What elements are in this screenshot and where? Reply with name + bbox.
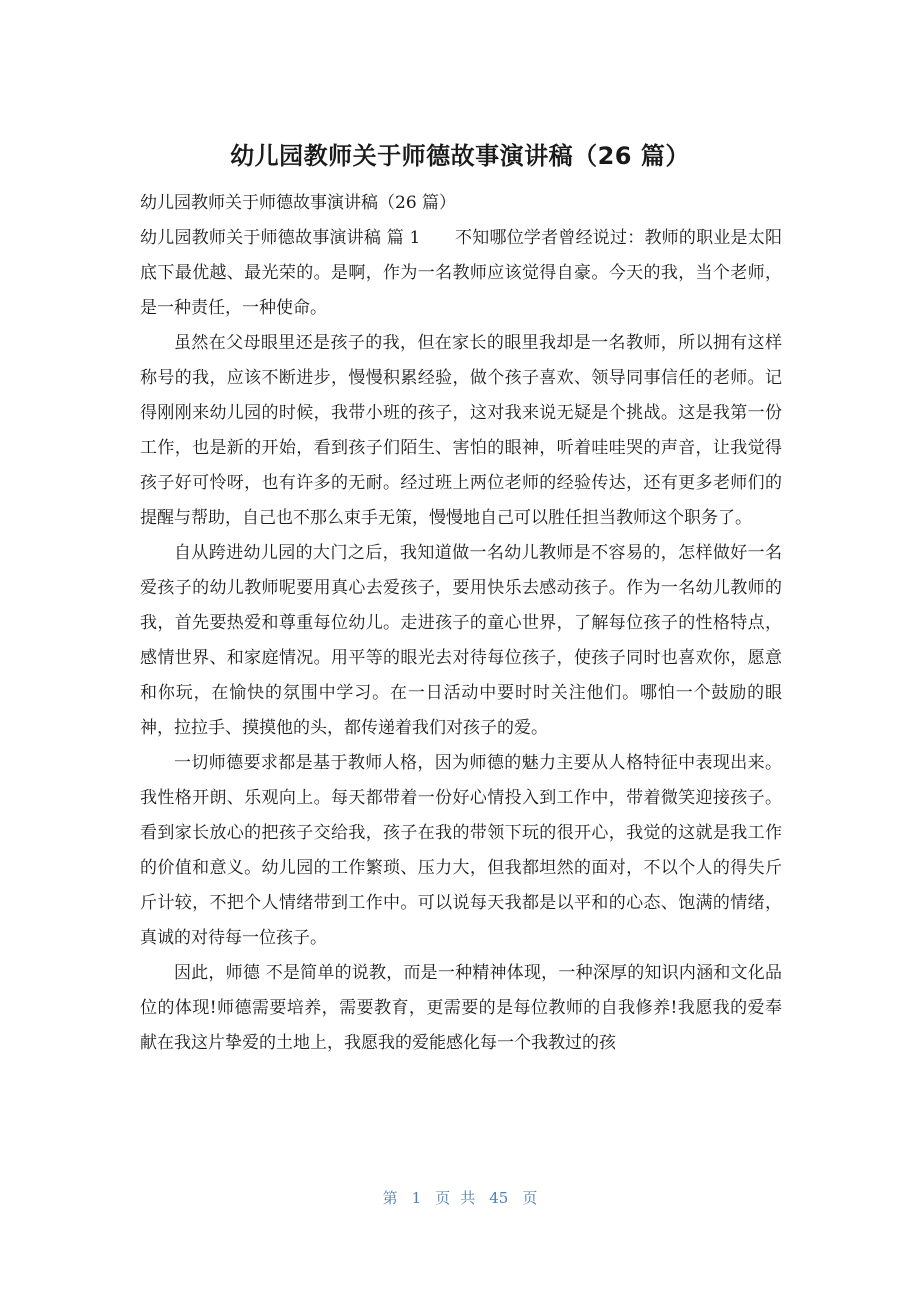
paragraph-3: 自从跨进幼儿园的大门之后，我知道做一名幼儿教师是不容易的，怎样做好一名爱孩子的幼儿教师呢要用真心去爱孩子，要用快乐去感动孩子。作为一名幼儿教师的我，首先要热爱和尊重每位幼儿。走进孩子的童心世界，了解每位孩子的性格特点，感情世界、和家庭情况。用平等的眼光去对待每位孩子，使孩子同时也喜欢你，愿意和你玩，在愉快的氛围中学习。在一日活动中要时时关注他们。哪怕一个鼓励的眼神，拉拉手、摸摸他的头，都传递着我们对孩子的爱。 xyxy=(140,543,782,738)
paragraph-2: 虽然在父母眼里还是孩子的我，但在家长的眼里我却是一名教师，所以拥有这样称号的我，应该不断进步，慢慢积累经验，做个孩子喜欢、领导同事信任的老师。记得刚刚来幼儿园的时候，我带小班的孩子，这对我来说无疑是个挑战。这是我第一份工作，也是新的开始，看到孩子们陌生、害怕的眼神，听着哇哇哭的声音，让我觉得孩子好可怜呀，也有许多的无耐。经过班上两位老师的经验传达，还有更多老师们的提醒与帮助，自己也不那么束手无策，慢慢地自己可以胜任担当教师这个职务了。 xyxy=(140,333,782,528)
paragraph-5: 因此，师德 不是简单的说教，而是一种精神体现，一种深厚的知识内涵和文化品位的体现!师德需要培养，需要教育，更需要的是每位教师的自我修养!我愿我的爱奉献在我这片挚爱的土地上，我愿我的爱能感化每一个我教过的孩 xyxy=(140,963,782,1053)
footer-suffix: 页 xyxy=(522,1189,538,1207)
footer-total-pages: 45 xyxy=(489,1189,509,1207)
footer-middle: 页 共 xyxy=(435,1189,476,1207)
document-subtitle: 幼儿园教师关于师德故事演讲稿（26 篇） xyxy=(140,193,457,213)
paragraph-1: 幼儿园教师关于师德故事演讲稿 篇 1 不知哪位学者曾经说过：教师的职业是太阳底下最优越、最光荣的。是啊，作为一名教师应该觉得自豪。今天的我，当个老师，是一种责任，一种使命。 xyxy=(140,228,782,318)
document-title: 幼儿园教师关于师德故事演讲稿（26 篇） xyxy=(230,142,690,170)
page-footer xyxy=(0,1186,920,1210)
footer-page-number: 1 xyxy=(411,1189,422,1207)
document-body xyxy=(140,186,782,1061)
footer-prefix: 第 xyxy=(382,1189,398,1207)
paragraph-4: 一切师德要求都是基于教师人格，因为师德的魅力主要从人格特征中表现出来。我性格开朗、乐观向上。每天都带着一份好心情投入到工作中，带着微笑迎接孩子。看到家长放心的把孩子交给我，孩子在我的带领下玩的很开心，我觉的这就是我工作的价值和意义。幼儿园的工作繁琐、压力大，但我都坦然的面对，不以个人的得失斤斤计较，不把个人情绪带到工作中。可以说每天我都是以平和的心态、饱满的情绪，真诚的对待每一位孩子。 xyxy=(140,753,782,948)
